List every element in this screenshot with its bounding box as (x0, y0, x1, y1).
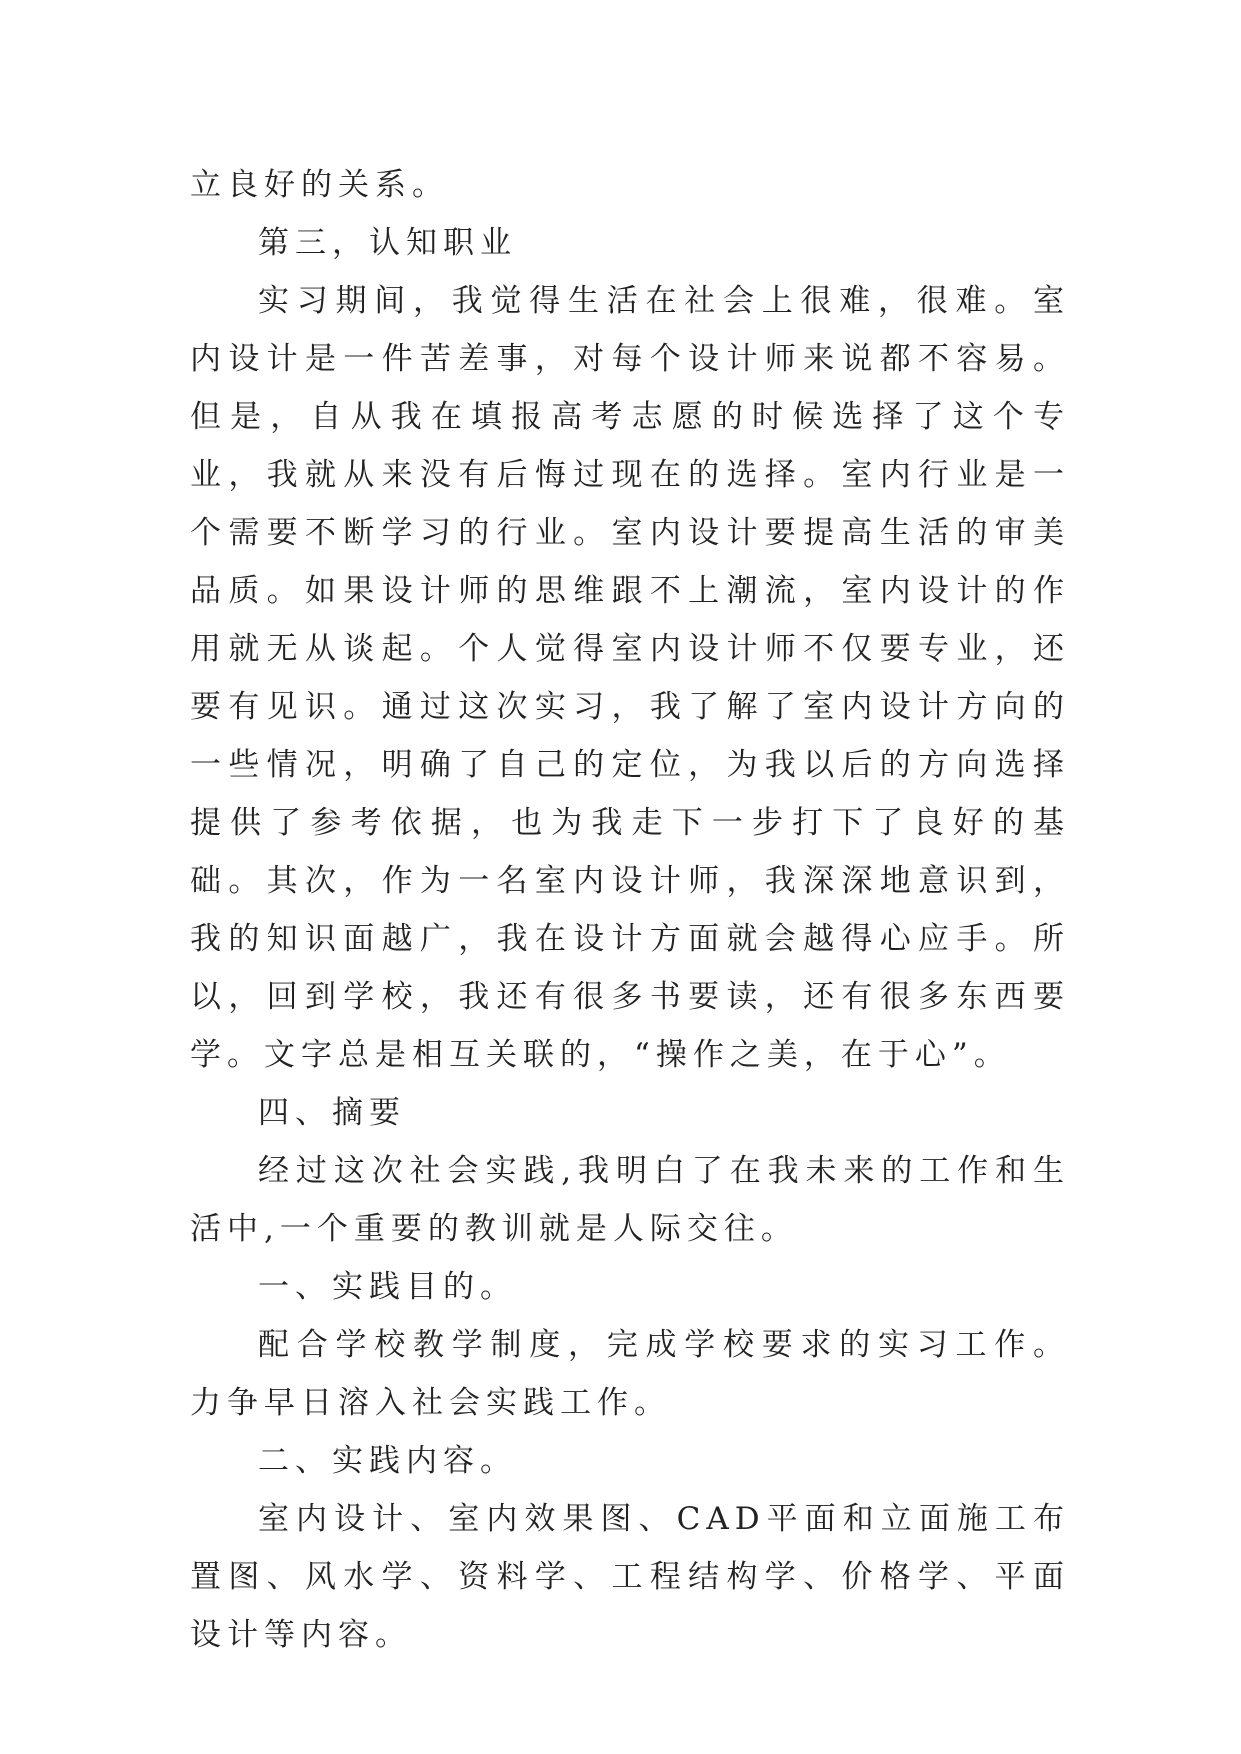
paragraph-continuation: 立良好的关系。 (190, 167, 449, 203)
section-heading-practice-content: 二、实践内容。 (258, 1443, 517, 1479)
document-body (190, 156, 1070, 1664)
paragraph-internship-reflection: 实习期间，我觉得生活在社会上很难，很难。室内设计是一件苦差事，对每个设计师来说都不容易。但是，自从我在填报高考志愿的时候选择了这个专业，我就从来没有后悔过现在的选择。室内行业是一个需要不断学习的行业。室内设计要提高生活的审美品质。如果设计师的思维跟不上潮流，室内设计的作用就无从谈起。个人觉得室内设计师不仅要专业，还要有见识。通过这次实习，我了解了室内设计方向的一些情况，明确了自己的定位，为我以后的方向选择提供了参考依据，也为我走下一步打下了良好的基础。其次，作为一名室内设计师，我深深地意识到，我的知识面越广，我在设计方面就会越得心应手。所以，回到学校，我还有很多书要读，还有很多东西要学。文字总是相互关联的，“操作之美，在于心”。 (190, 283, 1070, 1073)
paragraph-practice-content: 室内设计、室内效果图、CAD平面和立面施工布置图、风水学、资料学、工程结构学、价格学、平面设计等内容。 (190, 1501, 1070, 1653)
section-heading-summary: 四、摘要 (258, 1095, 406, 1131)
paragraph-summary: 经过这次社会实践,我明白了在我未来的工作和生活中,一个重要的教训就是人际交往。 (190, 1153, 1070, 1247)
paragraph-practice-purpose: 配合学校教学制度，完成学校要求的实习工作。力争早日溶入社会实践工作。 (190, 1327, 1070, 1421)
section-heading-practice-purpose: 一、实践目的。 (258, 1269, 517, 1305)
section-heading-career-cognition: 第三，认知职业 (258, 225, 517, 261)
